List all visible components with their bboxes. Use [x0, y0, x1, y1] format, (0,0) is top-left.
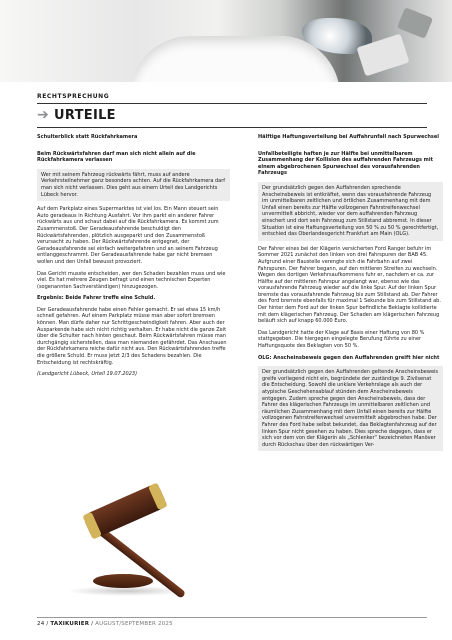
article-subhead: OLG: Anscheinsbeweis gegen den Auffahrenden greift hier nicht — [258, 354, 440, 361]
gavel-photo — [37, 470, 230, 616]
article-summary: Der grundsätzlich gegen den Auffahrenden sprechende Anscheinsbeweis ist entkräftet, wenn das vorausfahrende Fahrzeug im unmittelbaren zeitlichen und örtlichen Zusammenhang mit dem Unfall einen bereits zur Hälfte vollzogenen Fahrstreifenwechsel unvermittelt abbricht, wieder vor dem auffahrenden Fahrzeug einschert und dort sein Fahrzeug zum Stillstand abbremst. In dieser Situation ist eine Haftungsverteilung von 50 % zu 50 % gerechtfertigt, entschied das Oberlandesgericht Frankfurt am Main (OLG). — [258, 182, 443, 241]
article-paragraph: Der Geradeausfahrende habe einen Fehler gemacht. Er sei etwa 15 km/h schnell gefahren. Auf einem Parkplatz müsse man aber sofort bremsen können. Man dürfe daher nur Schrittgeschwindigkeit fahren. Aber auch der Ausparkende habe sich nicht richtig verhalten. Er habe nicht die ganze Zeit über die Schulter nach hinten geschaut. Beim Rückwärtsfahren müsse man durchgängig sicherstellen, dass man niemanden gefährdet. Das Anschauen der Rückfahrkamera reiche dafür nicht aus. Den Rückwärtsfahrenden treffe die größere Schuld. Er muss jetzt 2/3 des Schadens bezahlen. Die Entscheidung ist rechtskräftig. — [37, 306, 227, 366]
article-source: (Landgericht Lübeck, Urteil 19.07.2023) — [37, 371, 138, 378]
article-kicker: Schulterblick statt Rückfahrkamera — [37, 134, 138, 140]
car-crash-photo — [0, 0, 452, 82]
footer-divider — [37, 617, 427, 618]
article-paragraph: Der Fahrer eines bei der Klägerin versicherten Ford Ranger befuhr im Sommer 2021 zunächst den linken von drei Fahrspuren der BAB 45. Aufgrund einer Baustelle verengte sich die Fahrbahn auf zwei Fahrspuren. Der Fahrer begann, auf den mittleren Streifen zu wechseln. Wegen des dortigen Verkehrsaufkommens fuhr er, nachdem er ca. zur Hälfte auf der mittleren Fahrspur angelangt war, ebenso wie das vorausfahrende Fahrzeug wieder auf die linke Spur. Auf der linken Spur bremste das vorausfahrende Fahrzeug bis zum Stillstand ab. Der Fahrer des Ford bremste ebenfalls für maximal 1 Sekunde bis zum Stillstand ab. Der hinter dem Ford auf der linken Spur befindliche Beklagte kollidierte mit dem klägerischen Fahrzeug. Der Schaden am klägerischen Fahrzeug beläuft sich auf knapp 60.000 Euro. — [258, 245, 441, 325]
article-paragraph: Das Landgericht hatte der Klage auf Basis einer Haftung von 80 % stattgegeben. Die hiergegen eingelegte Berufung führte zu einer Haftungsquote des Beklagten von 50 %. — [258, 329, 425, 350]
article-headline: Beim Rückwärtsfahren darf man sich nicht allein auf die Rückfahrkamera verlassen — [37, 150, 196, 164]
rubric-label: RECHTSPRECHUNG — [37, 93, 110, 100]
section-title: URTEILE — [54, 107, 116, 123]
article-right — [258, 134, 443, 451]
arrow-right-icon: ➔ — [37, 107, 50, 123]
article-summary: Wer mit seinem Fahrzeug rückwärts fährt, muss auf andere Verkehrsteilnehmer ganz besonders achten. Auf die Rückfahrkamera darf man sich nicht verlassen. Dies geht aus einem Urteil des Landgerichts Lübeck hervor. — [37, 169, 230, 201]
section-heading — [37, 107, 116, 123]
article-paragraph: Auf dem Parkplatz eines Supermarktes ist viel los. Ein Mann steuert sein Auto geradeaus in Richtung Ausfahrt. Vor ihm parkt ein anderer Fahrer rückwärts aus und schaut dabei auf die Rückfahrkamera. Es kommt zum Zusammenstoß. Der Geradeausfahrende beschuldigt den Rückwärtsfahrenden, plötzlich ausgeparkt und den Zusammenstoß verursacht zu haben. Der Rückwärtsfahrende entgegnet, der Geradeausfahrende sei einfach weitergefahren und an seinem Fahrzeug entlanggeschrammt. Der Geradeausfahrende habe gar nicht bremsen wollen und den Unfall bewusst provoziert. — [37, 206, 219, 265]
article-paragraph: Der grundsätzlich gegen den Auffahrenden geltende Anscheinsbeweis greife vorliegend nicht ein, begründete der zuständige 9. Zivilsenat die Entscheidung. Sowohl die unklare Verkehrslage als auch der atypische Geschehensablauf stünden dem Anscheinsbeweis entgegen. Zudem spreche gegen den Anscheinsbeweis, dass der Fahrer des klägerischen Fahrzeugs im unmittelbaren zeitlichen und räumlichen Zusammenhang mit dem Unfall einen bereits zur Hälfte vollzogenen Fahrstreifenwechsel unvermittelt abgebrochen habe. Der Fahrer des Ford habe selbst bekundet, das Beklagtenfahrzeug auf der linken Spur nicht gesehen zu haben. Dies spreche dagegen, dass er sich vor dem von der Klägerin als „Schlenker“ bezeichneten Manöver durch Rückschau über den rückwärtigen Ver- — [258, 366, 443, 451]
article-paragraph: Das Gericht musste entscheiden, wer den Schaden bezahlen muss und wie viel. Es hat mehrere Zeugen befragt und einen technischen Experten (sogenannten Sachverständigen) hinzugezogen. — [37, 270, 226, 290]
top-divider — [37, 103, 427, 104]
section-divider — [37, 127, 427, 128]
issue-date: AUGUST/SEPTEMBER 2025 — [95, 621, 173, 627]
article-left — [37, 134, 230, 378]
magazine-brand: TAXIKURIER — [50, 621, 90, 627]
page-footer: 24 / TAXIKURIER / AUGUST/SEPTEMBER 2025 — [37, 621, 173, 627]
article-subhead: Ergebnis: Beide Fahrer treffe eine Schuld. — [37, 295, 156, 302]
article-kicker: Hälftige Haftungsverteilung bei Auffahrunfall nach Spurwechsel — [258, 134, 439, 140]
article-headline: Unfallbeteiligte haften je zur Hälfte bei unmittelbarem Zusammenhang der Kollision des auffahrenden Fahrzeugs mit einem abgebrochenen Spurwechsel des vorausfahrenden Fahrzeugs — [258, 150, 433, 177]
page-number: 24 — [37, 621, 45, 627]
